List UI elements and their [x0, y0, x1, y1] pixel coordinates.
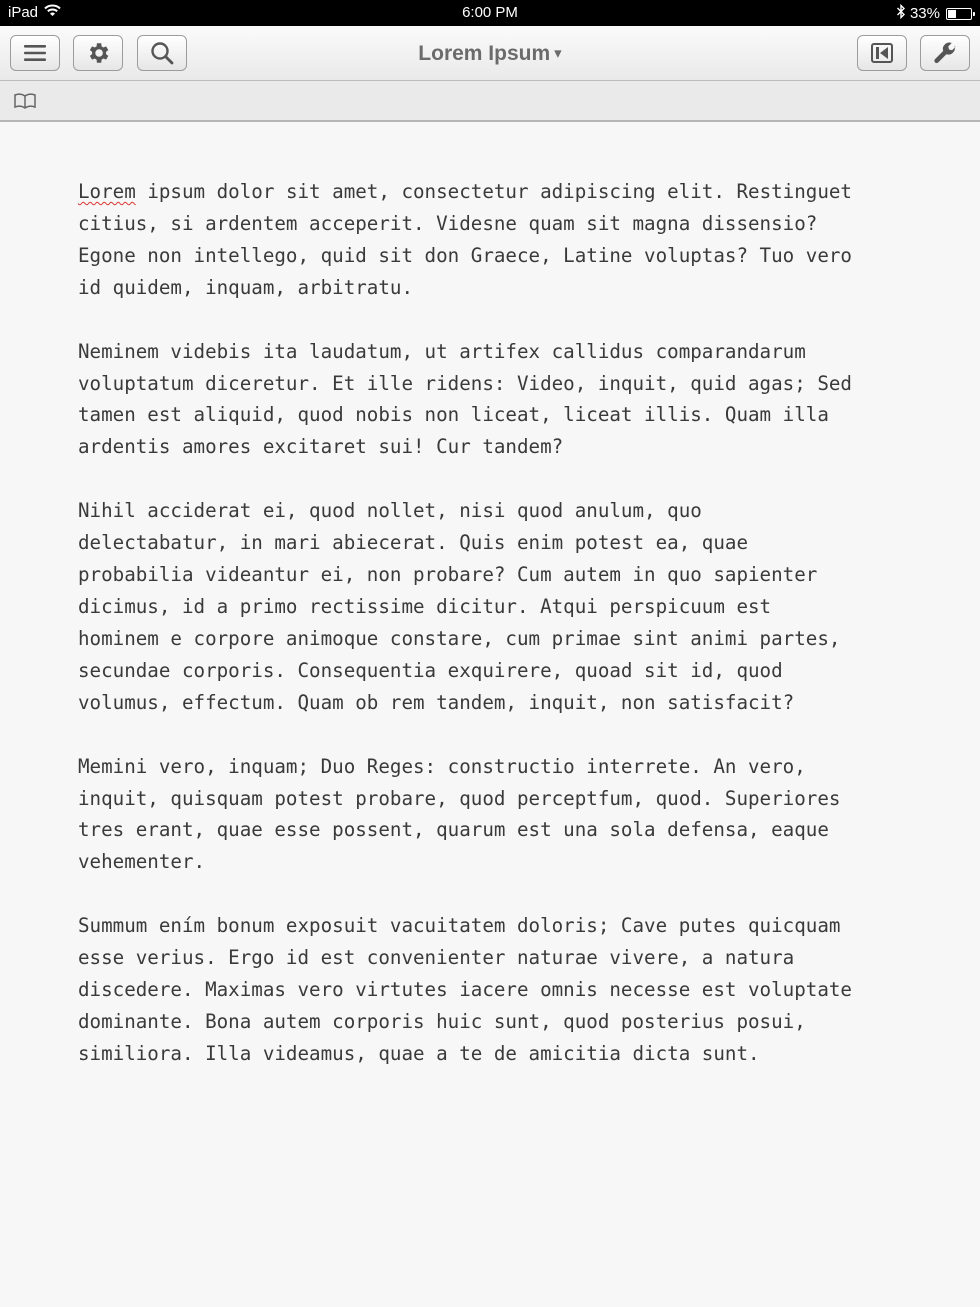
- battery-percent: 33%: [909, 5, 940, 22]
- book-icon[interactable]: [13, 92, 37, 115]
- status-bar: [0, 0, 980, 26]
- chevron-down-icon: ▾: [554, 45, 562, 62]
- battery-icon: [946, 8, 972, 20]
- paragraph: Nihil acciderat ei, quod nollet, nisi quod anulum, quo delectabatur, in mari abiecerat. Quis enim potest ea, quae probabilia videantur ei, non probare? Cum autem in quo sapienter dicimus, id a primo rectissime dicitur. Atqui perspicuum est hominem e corpore animoque constare, cum primae sint animi partes, secundae corporis. Consequentia exquirere, quoad sit id, quod volumus, effectum. Quam ob rem tandem, inquit, non satisfacit?: [78, 499, 841, 714]
- toolbar: [0, 26, 980, 81]
- paragraph: Summum ením bonum exposuit vacuitatem doloris; Cave putes quicquam esse verius. Ergo id est convenienter naturae vivere, a natura discedere. Maximas vero virtutes iacere omnis necesse est voluptate dominante. Bona autem corporis huic sunt, quod posterius posui, similiora. Illa videamus, quae a te de amicitia dicta sunt.: [78, 914, 852, 1065]
- paragraph: Neminem videbis ita laudatum, ut artifex callidus comparandarum voluptatum diceretur. Et ille ridens: Video, inquit, quid agas; Sed tamen est aliquid, quod nobis non liceat, liceat illis. Quam illa ardentis amores excitaret sui! Cur tandem?: [78, 339, 852, 459]
- device-name: iPad: [8, 4, 39, 21]
- clock: 6:00 PM: [462, 4, 518, 21]
- battery-level: [948, 10, 956, 18]
- document-body[interactable]: [78, 176, 938, 1102]
- paragraph: [78, 176, 938, 304]
- paragraph-text: ipsum dolor sit amet, consectetur adipiscing elit. Restinguet citius, si ardentem acceperit. Videsne quam sit magna dissensio? Egone non intellego, quid sit don Graece, Latine voluptas? Tuo vero id quidem, inquam, arbitratu.: [78, 180, 852, 299]
- bluetooth-icon: [896, 4, 906, 23]
- document-title-dropdown[interactable]: [0, 42, 980, 66]
- status-right: [896, 4, 972, 23]
- skip-back-icon: [870, 42, 894, 64]
- document-title: Lorem Ipsum: [418, 42, 551, 65]
- document-subbar: [0, 81, 980, 122]
- misspelled-word[interactable]: Lorem: [78, 180, 136, 203]
- paragraph: Memini vero, inquam; Duo Reges: constructio interrete. An vero, inquit, quisquam potest probare, quod perceptfum, quod. Superiores tres erant, quae esse possent, quarum est una sola defensa, eaque vehementer.: [78, 754, 841, 874]
- wrench-icon: [932, 40, 958, 66]
- tools-button[interactable]: [920, 35, 970, 71]
- skip-back-button[interactable]: [857, 35, 907, 71]
